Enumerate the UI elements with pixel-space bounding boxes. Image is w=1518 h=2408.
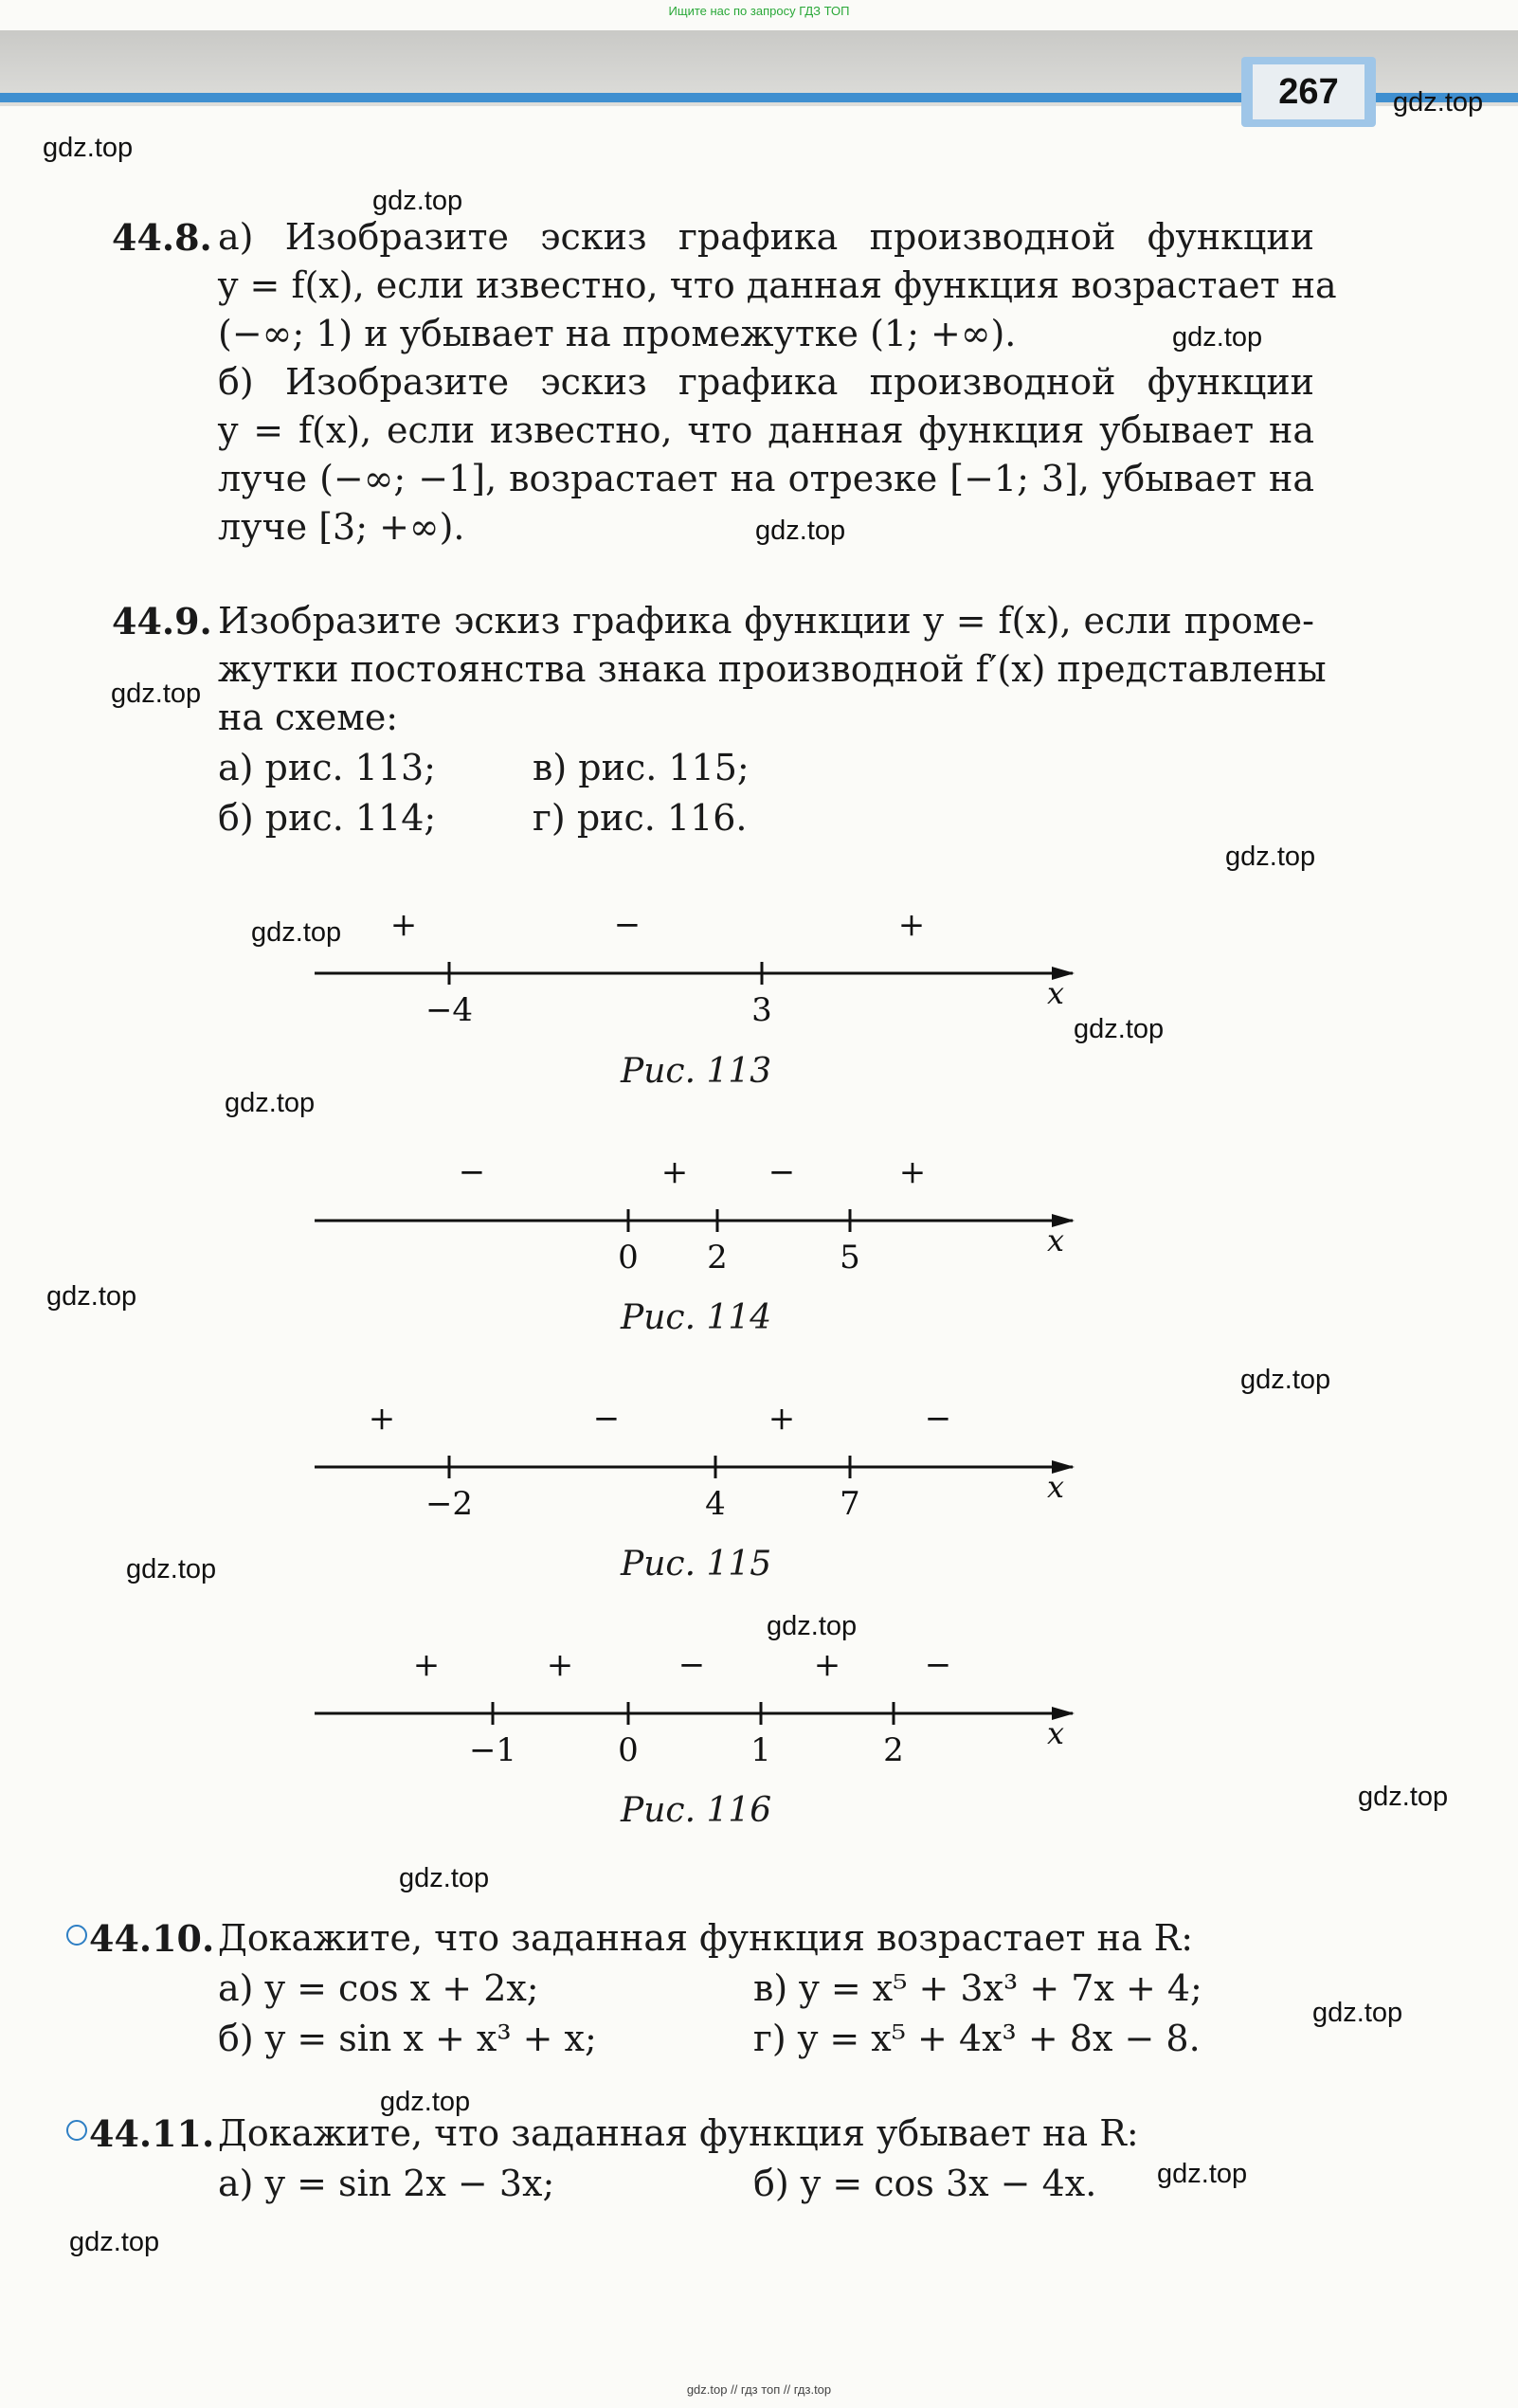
watermark: gdz.top <box>43 133 134 163</box>
tick-label: 7 <box>840 1485 860 1523</box>
sign-label: − <box>613 906 642 944</box>
p449-line-1: Изобразите эскиз графика функции y = f(x), если проме- <box>218 600 1314 642</box>
watermark: gdz.top <box>372 186 463 216</box>
tick-label: 5 <box>840 1239 860 1276</box>
watermark: gdz.top <box>126 1554 217 1584</box>
problem-number-44-11 <box>66 2109 214 2158</box>
tick-label: 4 <box>705 1485 726 1523</box>
sign-label: + <box>660 1153 689 1191</box>
p4410-option-a: а) y = cos x + 2x; <box>218 1967 539 2009</box>
p4411-title: Докажите, что заданная функция убывает на R: <box>218 2112 1139 2154</box>
p449-option-v: в) рис. 115; <box>533 747 750 788</box>
tick-label: 1 <box>750 1731 771 1769</box>
sign-label: − <box>458 1153 486 1191</box>
watermark: gdz.top <box>225 1088 316 1118</box>
sign-label: − <box>768 1153 796 1191</box>
sign-label: − <box>678 1646 706 1684</box>
watermark: gdz.top <box>46 1281 137 1312</box>
figure-113-caption: Рис. 113 <box>621 1052 772 1091</box>
p448-line-7: луче [3; +∞). <box>218 506 465 548</box>
watermark: gdz.top <box>755 516 846 546</box>
watermark: gdz.top <box>1225 842 1316 872</box>
watermark: gdz.top <box>1358 1782 1449 1812</box>
circle-marker-icon <box>66 1925 87 1946</box>
watermark: gdz.top <box>111 679 202 709</box>
watermark: gdz.top <box>69 2227 160 2257</box>
figure-116-caption: Рис. 116 <box>621 1791 772 1830</box>
p4410-option-v: в) y = x⁵ + 3x³ + 7x + 4; <box>753 1967 1202 2009</box>
axis-label: x <box>1046 975 1065 1011</box>
tick-label: 0 <box>618 1239 639 1276</box>
p449-option-g: г) рис. 116. <box>533 797 748 839</box>
circle-marker-icon <box>66 2120 87 2141</box>
problem-number-44-10-text: 44.10. <box>89 1917 215 1960</box>
problem-number-44-9: 44.9. <box>112 600 212 643</box>
p4410-option-b: б) y = sin x + x³ + x; <box>218 2018 597 2059</box>
watermark: gdz.top <box>1312 1998 1403 2028</box>
sign-label: − <box>592 1400 621 1438</box>
top-note: Ищите нас по запросу ГДЗ ТОП <box>668 4 850 18</box>
figure-113 <box>315 906 1073 1029</box>
figure-114-caption: Рис. 114 <box>621 1298 772 1337</box>
sign-label: − <box>924 1400 952 1438</box>
p449-line-2: жутки постоянства знака производной f′(x) представлены <box>218 648 1327 690</box>
figure-115-caption: Рис. 115 <box>621 1545 772 1584</box>
watermark: gdz.top <box>1157 2159 1248 2189</box>
watermark: gdz.top <box>251 917 342 948</box>
p4410-title: Докажите, что заданная функция возрастает на R: <box>218 1917 1194 1959</box>
sign-label: − <box>924 1646 952 1684</box>
problem-number-44-11-text: 44.11. <box>89 2112 215 2155</box>
sign-label: + <box>546 1646 574 1684</box>
p448-line-4: б) Изобразите эскиз графика производной функции <box>218 361 1314 403</box>
tick-label: −1 <box>468 1731 517 1769</box>
p448-line-3: (−∞; 1) и убывает на промежутке (1; +∞). <box>218 313 1017 354</box>
sign-label: + <box>897 906 926 944</box>
p448-line-1: а) Изобразите эскиз графика производной функции <box>218 216 1314 258</box>
p448-line-5: y = f(x), если известно, что данная функция убывает на <box>218 409 1314 451</box>
p448-line-2: y = f(x), если известно, что данная функция возрастает на <box>218 264 1337 306</box>
axis-label: x <box>1046 1715 1065 1751</box>
tick-label: 2 <box>707 1239 728 1276</box>
figure-114 <box>315 1153 1073 1276</box>
tick-label: −4 <box>425 991 474 1029</box>
tick-label: −2 <box>425 1485 474 1523</box>
p449-line-3: на схеме: <box>218 697 399 738</box>
watermark: gdz.top <box>1172 322 1263 353</box>
bottom-note: gdz.top // гдз топ // гдз.top <box>686 2382 832 2397</box>
watermark: gdz.top <box>1240 1365 1331 1395</box>
tick-label: 2 <box>883 1731 904 1769</box>
p449-option-b: б) рис. 114; <box>218 797 437 839</box>
p4411-option-a: а) y = sin 2x − 3x; <box>218 2163 555 2204</box>
sign-label: + <box>898 1153 927 1191</box>
tick-label: 3 <box>751 991 772 1029</box>
watermark: gdz.top <box>1074 1014 1165 1044</box>
watermark: gdz.top <box>399 1863 490 1893</box>
sign-label: + <box>368 1400 396 1438</box>
axis-label: x <box>1046 1469 1065 1505</box>
p448-line-6: луче (−∞; −1], возрастает на отрезке [−1; 3], убывает на <box>218 458 1314 499</box>
p4410-option-g: г) y = x⁵ + 4x³ + 8x − 8. <box>753 2018 1201 2059</box>
watermark: gdz.top <box>1393 87 1484 118</box>
p4411-option-b: б) y = cos 3x − 4x. <box>753 2163 1097 2204</box>
problem-number-44-8: 44.8. <box>112 216 212 259</box>
sign-label: + <box>389 906 418 944</box>
p449-option-a: а) рис. 113; <box>218 747 436 788</box>
sign-label: + <box>768 1400 796 1438</box>
tick-label: 0 <box>618 1731 639 1769</box>
page-number: 267 <box>1253 64 1364 119</box>
axis-label: x <box>1046 1222 1065 1258</box>
sign-label: + <box>813 1646 841 1684</box>
watermark: gdz.top <box>767 1611 858 1641</box>
watermark: gdz.top <box>380 2087 471 2117</box>
figure-116 <box>315 1646 1073 1769</box>
problem-number-44-10 <box>66 1914 214 1963</box>
figure-115 <box>315 1400 1073 1523</box>
sign-label: + <box>412 1646 441 1684</box>
